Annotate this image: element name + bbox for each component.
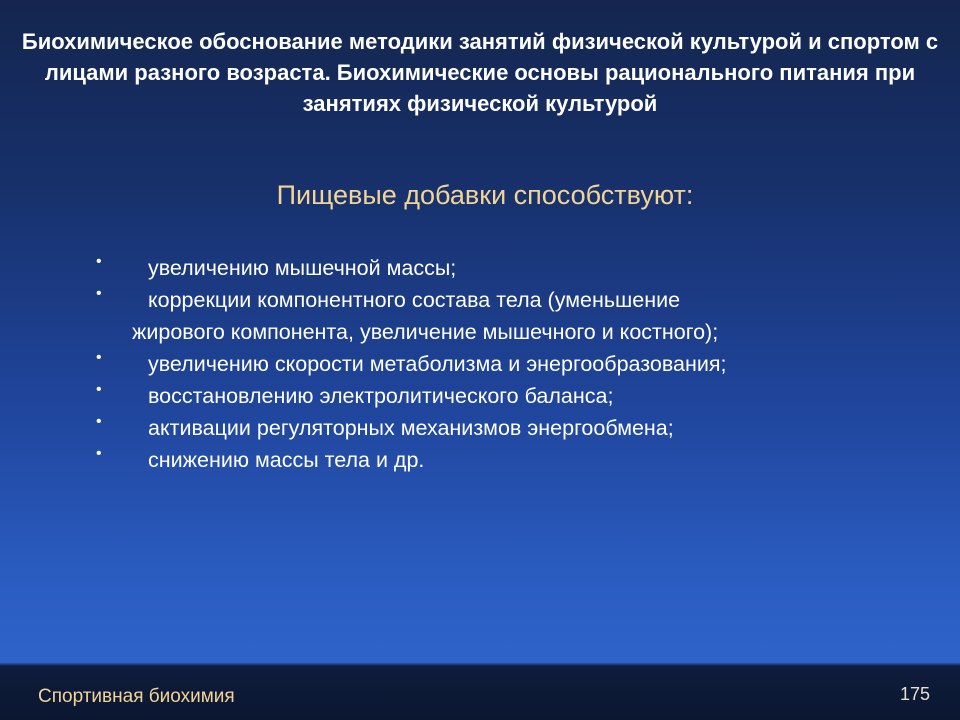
bullet-text-continuation: жирового компонента, увеличение мышечного и костного); bbox=[132, 320, 719, 344]
slide-title: Биохимическое обоснование методики занятий физической культурой и спортом с лицами разного возраста. Биохимические основы рационального питания при занятиях физической культурой bbox=[21, 29, 939, 116]
bullet-list bbox=[96, 252, 896, 476]
bullet-item bbox=[96, 412, 896, 444]
bullet-text: коррекции компонентного состава тела (уменьшение bbox=[148, 288, 681, 312]
bullet-marker: • bbox=[96, 381, 102, 398]
bullet-item bbox=[96, 348, 896, 380]
bullet-item bbox=[96, 380, 896, 412]
bullet-marker: • bbox=[96, 413, 102, 430]
page-number: 175 bbox=[899, 684, 930, 704]
bullet-text: восстановлению электролитического баланса; bbox=[148, 384, 614, 408]
bullet-marker: • bbox=[96, 285, 102, 302]
bullet-marker: • bbox=[96, 445, 102, 462]
bullet-text: снижению массы тела и др. bbox=[148, 448, 425, 472]
footer-course-name: Спортивная биохимия bbox=[38, 686, 235, 707]
bullet-marker: • bbox=[96, 253, 102, 270]
bullet-text: активации регуляторных механизмов энергообмена; bbox=[148, 416, 674, 440]
bullet-item bbox=[96, 284, 896, 348]
bullet-item bbox=[96, 252, 896, 284]
bullet-marker: • bbox=[96, 349, 102, 366]
slide-subtitle: Пищевые добавки способствуют: bbox=[276, 180, 694, 210]
bullet-item bbox=[96, 444, 896, 476]
bullet-text: увеличению скорости метаболизма и энергообразования; bbox=[148, 352, 727, 376]
bullet-text: увеличению мышечной массы; bbox=[148, 256, 457, 280]
